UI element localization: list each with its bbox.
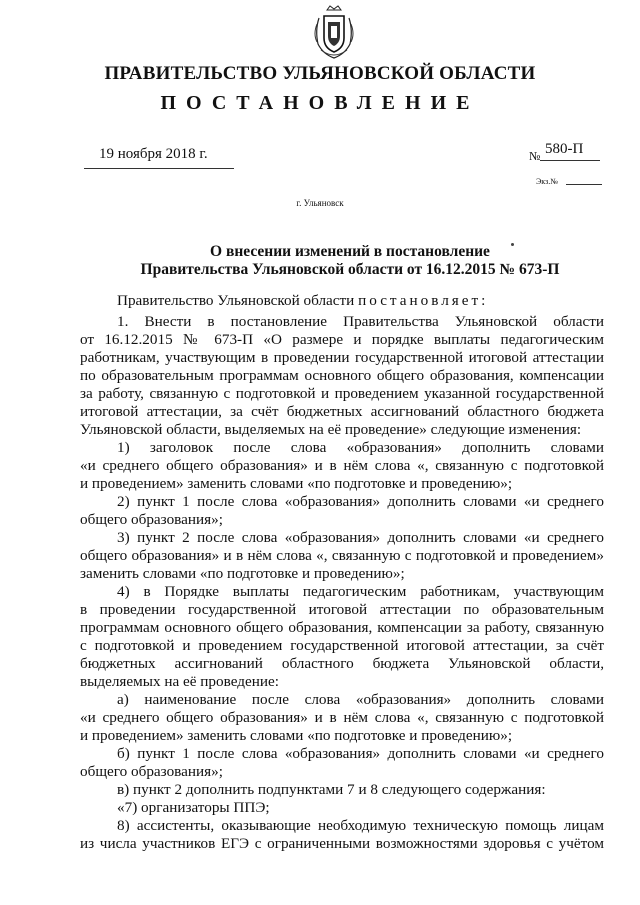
document-number: 580-П <box>545 141 584 157</box>
body-line: и проведением» заменить словами «по подготовке и проведению»; <box>80 727 513 744</box>
body-line: общего образования» и в нём слова «, связанную с подготовкой и проведением» <box>80 547 604 564</box>
intro-text: Правительство Ульяновской области <box>117 292 359 309</box>
body-line: «и среднего общего образования» и в нём слова «, связанную с подготовкой <box>80 709 604 726</box>
body-line: «7) организаторы ППЭ; <box>117 799 270 816</box>
body-line: программам основного общего образования, компенсации за работу, связанную <box>80 619 604 636</box>
document-type: ПОСТАНОВЛЕНИЕ <box>160 92 480 114</box>
body-line: общего образования»; <box>80 763 223 780</box>
body-line: общего образования»; <box>80 511 223 528</box>
body-line: а) наименование после слова «образования» дополнить словами <box>117 691 604 708</box>
body-line: 1) заголовок после слова «образования» дополнить словами <box>117 439 604 456</box>
title-line-1: О внесении изменений в постановление <box>210 243 490 260</box>
body-line: итоговой аттестации, за счёт бюджетных ассигнований областного бюджета <box>80 403 604 420</box>
date-underline <box>84 168 234 169</box>
body-line: Ульяновской области, выделяемых на её проведение» следующие изменения: <box>80 421 582 438</box>
body-line: заменить словами «по подготовке и проведению»; <box>80 565 405 582</box>
body-line: по образовательным программам основного общего образования, компенсации <box>80 367 604 384</box>
body-line: выделяемых на её проведение: <box>80 673 279 690</box>
number-underline <box>540 160 600 161</box>
body-line: работникам, участвующим в проведении государственной итоговой аттестации <box>80 349 604 366</box>
body-line: «и среднего общего образования» и в нём слова «, связанную с подготовкой <box>80 457 604 474</box>
document-date: 19 ноября 2018 г. <box>99 146 208 162</box>
body-line: в проведении государственной итоговой аттестации по образовательным <box>80 601 604 618</box>
body-line: с подготовкой и проведением государственной итоговой аттестации, за счёт <box>80 637 604 654</box>
body-line: б) пункт 1 после слова «образования» дополнить словами «и среднего <box>117 745 604 762</box>
body-line: 3) пункт 2 после слова «образования» дополнить словами «и среднего <box>117 529 604 546</box>
number-sign: № <box>529 149 541 163</box>
intro-verb: постановляет: <box>358 292 489 309</box>
intro-line <box>117 292 604 310</box>
title-line-2: Правительства Ульяновской области от 16.12.2015 № 673-П <box>140 261 560 278</box>
body-line: 8) ассистенты, оказывающие необходимую техническую помощь лицам <box>117 817 604 834</box>
body-line: бюджетных ассигнований областного бюджета Ульяновской области, <box>80 655 604 672</box>
body-line: от 16.12.2015 № 673-П «О размере и порядке выплаты педагогическим <box>80 331 604 348</box>
copy-number-label: Экз.№ <box>536 177 558 186</box>
body-line: из числа участников ЕГЭ с ограниченными возможностями здоровья с учётом <box>80 835 604 852</box>
city-name: г. Ульяновск <box>296 198 344 208</box>
body-line: 4) в Порядке выплаты педагогическим работникам, участвующим <box>117 583 604 600</box>
copy-number-underline <box>566 184 602 185</box>
government-name: ПРАВИТЕЛЬСТВО УЛЬЯНОВСКОЙ ОБЛАСТИ <box>104 63 536 84</box>
body-line: и проведением» заменить словами «по подготовке и проведению»; <box>80 475 513 492</box>
coat-of-arms-emblem <box>313 4 355 60</box>
body-line: в) пункт 2 дополнить подпунктами 7 и 8 следующего содержания: <box>117 781 546 798</box>
body-line: 2) пункт 1 после слова «образования» дополнить словами «и среднего <box>117 493 604 510</box>
body-line: 1. Внести в постановление Правительства Ульяновской области <box>117 313 604 330</box>
body-line: за работу, связанную с подготовкой и проведением указанной государственной <box>80 385 604 402</box>
